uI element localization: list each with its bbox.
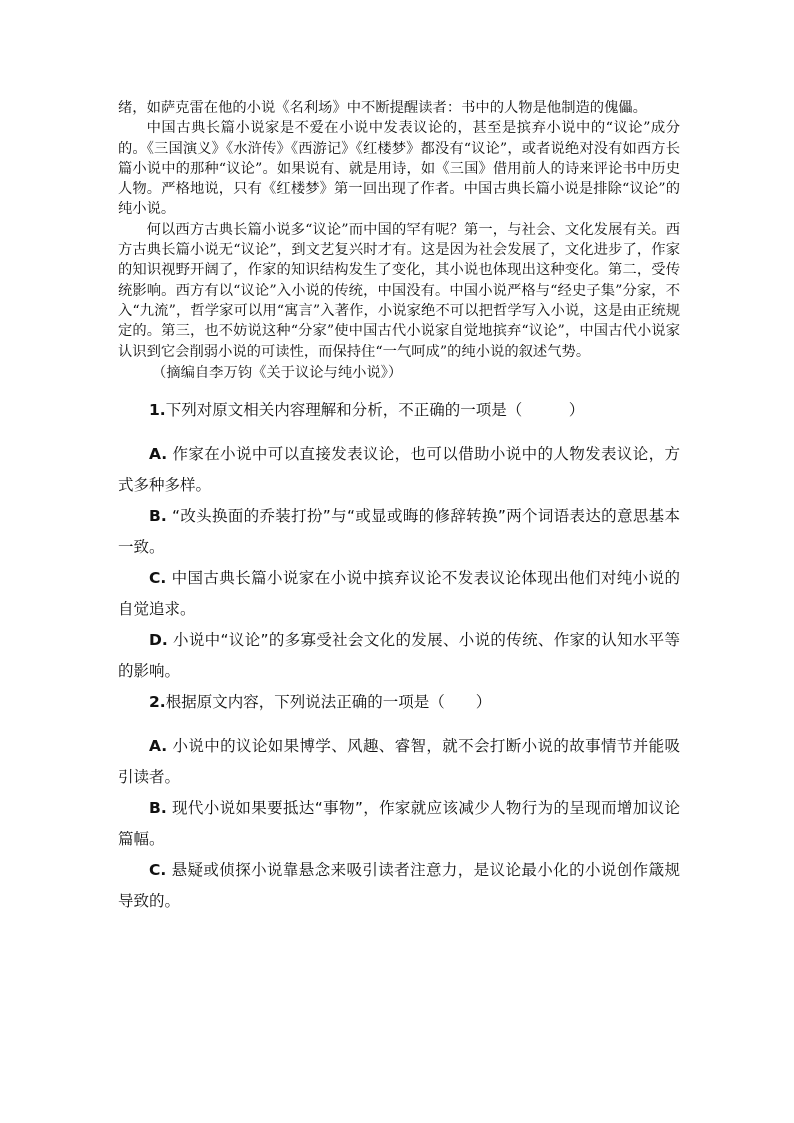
reading-passage — [118, 98, 680, 383]
question-2-option-b — [118, 793, 680, 855]
question-text: 根据原文内容，下列说法正确的一项是（ ） — [165, 693, 492, 712]
option-letter: A. — [149, 445, 168, 464]
question-1-option-d — [118, 625, 680, 687]
question-2-stem — [118, 687, 680, 718]
option-letter: C. — [149, 569, 167, 588]
question-number: 2. — [149, 693, 166, 712]
question-2-option-a — [118, 731, 680, 793]
document-page — [118, 98, 680, 917]
passage-paragraph: 中国古典长篇小说家是不爱在小说中发表议论的，甚至是摈弃小说中的“议论”成分的。《三国演义》《水浒传》《西游记》《红楼梦》都没有“议论”，或者说绝对没有如西方长篇小说中的那种“议论”。如果说有、就是用诗，如《三国》借用前人的诗来评论书中历史人物。严格地说，只有《红楼梦》第一回出现了作者。中国古典长篇小说是排除“议论”的纯小说。 — [118, 120, 680, 218]
option-text: 作家在小说中可以直接发表议论，也可以借助小说中的人物发表议论，方式多种多样。 — [118, 445, 680, 495]
option-text: 小说中“议论”的多寡受社会文化的发展、小说的传统、作家的认知水平等的影响。 — [118, 631, 681, 681]
option-letter: A. — [149, 737, 168, 756]
option-text: “改头换面的乔装打扮”与“或显或晦的修辞转换”两个词语表达的意思基本一致。 — [118, 507, 680, 557]
option-text: 小说中的议论如果博学、风趣、睿智，就不会打断小说的故事情节并能吸引读者。 — [118, 737, 680, 787]
question-1-option-b — [118, 501, 680, 563]
question-text: 下列对原文相关内容理解和分析，不正确的一项是（ ） — [165, 401, 585, 420]
question-2-option-c — [118, 855, 680, 917]
question-1-option-c — [118, 563, 680, 625]
passage-paragraph: 绪，如萨克雷在他的小说《名利场》中不断提醒读者：书中的人物是他制造的傀儡。 — [118, 100, 647, 116]
option-text: 悬疑或侦探小说靠悬念来吸引读者注意力，是议论最小化的小说创作箴规导致的。 — [118, 861, 680, 911]
option-text: 现代小说如果要抵达“事物”，作家就应该减少人物行为的呈现而增加议论篇幅。 — [118, 799, 681, 849]
question-list — [118, 395, 680, 917]
option-letter: B. — [149, 507, 167, 526]
passage-source: （摘编自李万钧《关于议论与纯小说》） — [152, 364, 403, 381]
question-number: 1. — [149, 401, 166, 420]
option-letter: C. — [149, 861, 167, 880]
passage-paragraph: 何以西方古典长篇小说多“议论”而中国的罕有呢？第一，与社会、文化发展有关。西方古典长篇小说无“议论”，到文艺复兴时才有。这是因为社会发展了，文化进步了，作家的知识视野开阔了，作家的知识结构发生了变化，其小说也体现出这种变化。第二，受传统影响。西方有以“议论”入小说的传统，中国没有。中国小说严格与“经史子集”分家，不入“九流”，哲学家可以用“寓言”入著作，小说家绝不可以把哲学写入小说，这是由正统规定的。第三，也不妨说这种“分家”使中国古代小说家自觉地摈弃“议论”，中国古代小说家认识到它会削弱小说的可读性，而保持住“一气呵成”的纯小说的叙述气势。 — [118, 221, 680, 360]
option-text: 中国古典长篇小说家在小说中摈弃议论不发表议论体现出他们对纯小说的自觉追求。 — [118, 569, 680, 619]
question-1-stem — [118, 395, 680, 426]
question-1-option-a — [118, 439, 680, 501]
option-letter: D. — [149, 631, 168, 650]
option-letter: B. — [149, 799, 167, 818]
